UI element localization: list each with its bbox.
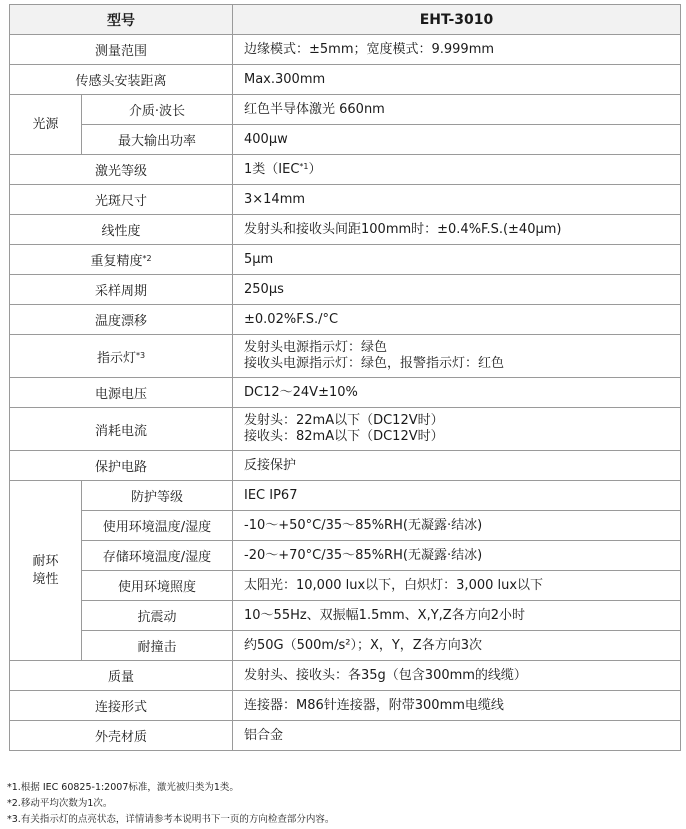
shock-value: 约50G（500m/s²）；X，Y，Z各方向3次 <box>233 631 681 661</box>
op-temp-label: 使用环境温度/湿度 <box>82 511 233 541</box>
footnote-3: *3.有关指示灯的点亮状态，详情请参考本说明书下一页的方向检查部分内容。 <box>7 814 335 825</box>
table-row <box>10 511 681 541</box>
table-row <box>10 185 681 215</box>
laser-class-label: 激光等级 <box>10 155 233 185</box>
max-power-label: 最大输出功率 <box>82 125 233 155</box>
storage-temp-value: -20～+70°C/35～85%RH(无凝露·结冰) <box>233 541 681 571</box>
environment-group <box>10 481 82 661</box>
ip-rating-value: IEC IP67 <box>233 481 681 511</box>
vibration-label: 抗震动 <box>82 601 233 631</box>
weight-label: 质量 <box>10 661 233 691</box>
indicator-line-1: 发射头电源指示灯：绿色 <box>244 340 388 355</box>
table-row <box>10 691 681 721</box>
model-value: EHT-3010 <box>233 5 681 35</box>
current-value <box>233 408 681 451</box>
weight-value: 发射头、接收头：各35g（包含300mm的线缆） <box>233 661 681 691</box>
repeatability-label-cell <box>10 245 233 275</box>
table-row <box>10 275 681 305</box>
table-row <box>10 95 681 125</box>
spot-size-label: 光斑尺寸 <box>10 185 233 215</box>
indicator-value <box>233 335 681 378</box>
spec-table <box>9 4 681 751</box>
repeatability-label: 重复精度 <box>90 254 143 269</box>
temp-drift-value: ±0.02%F.S./°C <box>233 305 681 335</box>
table-row <box>10 378 681 408</box>
table-row <box>10 721 681 751</box>
table-row <box>10 125 681 155</box>
table-row <box>10 631 681 661</box>
table-row <box>10 571 681 601</box>
storage-temp-label: 存储环境温度/湿度 <box>82 541 233 571</box>
indicator-label: 指示灯 <box>96 350 136 366</box>
current-label: 消耗电流 <box>10 408 233 451</box>
sampling-value: 250μs <box>233 275 681 305</box>
sampling-label: 采样周期 <box>10 275 233 305</box>
mount-distance-label: 传感头安装距离 <box>10 65 233 95</box>
linearity-value: 发射头和接收头间距100mm时：±0.4%F.S.(±40μm) <box>233 215 681 245</box>
max-power-value: 400μw <box>233 125 681 155</box>
voltage-value: DC12～24V±10% <box>233 378 681 408</box>
laser-class-close: ） <box>308 161 322 177</box>
current-line-1: 发射头：22mA以下（DC12V时） <box>244 413 444 428</box>
laser-class-value <box>233 155 681 185</box>
medium-label: 介质·波长 <box>82 95 233 125</box>
footnotes <box>7 780 334 828</box>
table-row <box>10 65 681 95</box>
table-row <box>10 305 681 335</box>
table-row <box>10 35 681 65</box>
measure-range-value: 边缘模式：±5mm；宽度模式：9.999mm <box>233 35 681 65</box>
footnote-2: *2.移动平均次数为1次。 <box>7 798 113 809</box>
illuminance-value: 太阳光：10,000 lux以下，白炽灯：3,000 lux以下 <box>233 571 681 601</box>
ip-rating-label: 防护等级 <box>82 481 233 511</box>
light-source-group: 光源 <box>10 95 82 155</box>
environment-group-line-2: 境性 <box>32 571 59 587</box>
housing-value: 铝合金 <box>233 721 681 751</box>
indicator-line-2: 接收头电源指示灯：绿色，报警指示灯：红色 <box>244 356 505 371</box>
mount-distance-value: Max.300mm <box>233 65 681 95</box>
op-temp-value: -10～+50°C/35～85%RH(无凝露·结冰) <box>233 511 681 541</box>
shock-label: 耐撞击 <box>82 631 233 661</box>
footnote-1: *1.根据 IEC 60825-1:2007标准，激光被归类为1类。 <box>7 782 239 793</box>
protection-circuit-value: 反接保护 <box>233 451 681 481</box>
protection-circuit-label: 保护电路 <box>10 451 233 481</box>
connection-value: 连接器：M86针连接器，附带300mm电缆线 <box>233 691 681 721</box>
table-row <box>10 155 681 185</box>
current-line-2: 接收头：82mA以下（DC12V时） <box>244 429 444 444</box>
table-row <box>10 481 681 511</box>
environment-group-line-1: 耐环 <box>32 553 59 569</box>
repeatability-value: 5μm <box>233 245 681 275</box>
table-row <box>10 541 681 571</box>
spot-size-value: 3×14mm <box>233 185 681 215</box>
laser-class-text: 1类（IEC <box>244 161 300 177</box>
table-header-row <box>10 5 681 35</box>
table-row <box>10 601 681 631</box>
vibration-value: 10～55Hz、双振幅1.5mm、X,Y,Z各方向2小时 <box>233 601 681 631</box>
linearity-label: 线性度 <box>10 215 233 245</box>
voltage-label: 电源电压 <box>10 378 233 408</box>
footnote-ref-2: *2 <box>142 254 152 263</box>
measure-range-label: 测量范围 <box>10 35 233 65</box>
table-row <box>10 215 681 245</box>
table-row <box>10 408 681 451</box>
footnote-ref-3: *3 <box>135 350 146 360</box>
table-row <box>10 335 681 378</box>
illuminance-label: 使用环境照度 <box>82 571 233 601</box>
temp-drift-label: 温度漂移 <box>10 305 233 335</box>
medium-value: 红色半导体激光 660nm <box>233 95 681 125</box>
connection-label: 连接形式 <box>10 691 233 721</box>
housing-label: 外壳材质 <box>10 721 233 751</box>
table-row <box>10 245 681 275</box>
table-row <box>10 661 681 691</box>
footnote-ref-1: *1 <box>299 161 309 171</box>
model-label: 型号 <box>10 5 233 35</box>
table-row <box>10 451 681 481</box>
indicator-label-cell <box>10 335 233 378</box>
